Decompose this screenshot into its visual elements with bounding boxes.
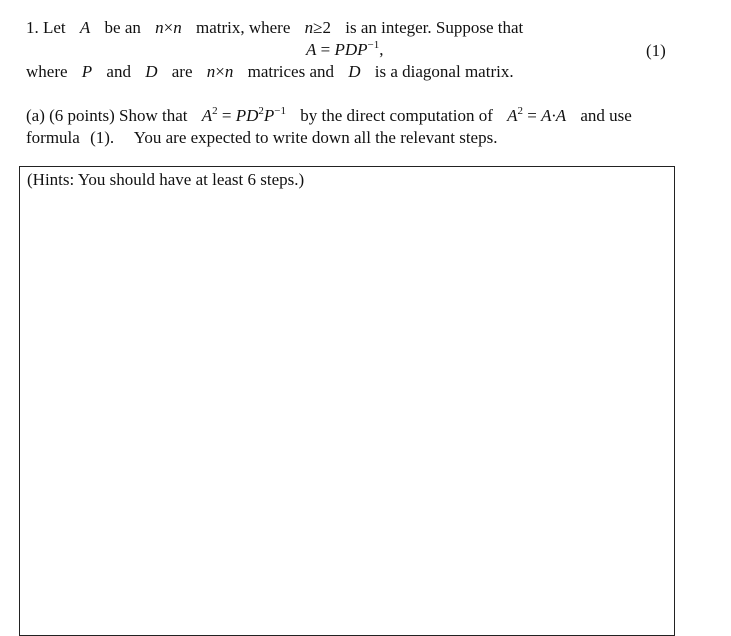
- text-matrices-and: matrices and: [247, 62, 334, 81]
- text-matrix-where: matrix, where: [195, 18, 291, 37]
- part-a-instructions: You are expected to write down all the relevant steps.: [133, 128, 498, 147]
- var-n: n: [304, 18, 314, 37]
- part-a-eq1-lhs-exp: 2: [212, 105, 218, 117]
- part-a-label: (a) (6 points) Show that: [26, 106, 188, 125]
- dim-n-2: n: [173, 18, 182, 37]
- times-symbol-2: ×: [215, 62, 225, 81]
- part-a-eq1-d-exp: 2: [258, 105, 264, 117]
- part-a-eq1-pd: PD: [235, 106, 259, 125]
- part-a-eq2-equals: =: [527, 106, 537, 125]
- text-are: are: [171, 62, 193, 81]
- dim-n-3: n: [206, 62, 216, 81]
- part-a-line-2: [26, 128, 497, 148]
- problem-line-1: [26, 18, 523, 38]
- equation-1: [306, 40, 384, 60]
- geq-symbol: ≥: [313, 18, 323, 37]
- equation-label: (1): [646, 41, 666, 60]
- part-a-eq1-p: P: [263, 106, 275, 125]
- part-a-by-direct: by the direct computation of: [300, 106, 493, 125]
- matrix-d-symbol-2: D: [348, 62, 361, 81]
- part-a-and-use: and use: [580, 106, 632, 125]
- times-symbol: ×: [163, 18, 174, 37]
- value-two: 2: [322, 18, 331, 37]
- problem-number: 1.: [26, 18, 39, 37]
- part-a-formula-ref: (1).: [90, 128, 115, 147]
- matrix-d-symbol: D: [145, 62, 158, 81]
- part-a-eq1-p-exp: −1: [274, 105, 286, 117]
- eq-equals: =: [320, 40, 331, 59]
- part-a-eq2-rhs: A·A: [541, 106, 567, 125]
- part-a-eq2-lhs: A: [507, 106, 518, 125]
- text-and: and: [106, 62, 131, 81]
- eq-comma: ,: [379, 40, 384, 59]
- part-a-eq1-lhs: A: [201, 106, 213, 125]
- eq-rhs-pdp: PDP: [334, 40, 368, 59]
- part-a-eq1-equals: =: [221, 106, 232, 125]
- answer-box[interactable]: [19, 166, 675, 636]
- text-is-diagonal: is a diagonal matrix.: [374, 62, 514, 81]
- matrix-a-symbol: A: [79, 18, 91, 37]
- text-be-an: be an: [104, 18, 141, 37]
- dim-n-1: n: [155, 18, 164, 37]
- part-a-line-1: [26, 106, 632, 126]
- eq-lhs-a: A: [306, 40, 317, 59]
- part-a-eq2-lhs-exp: 2: [517, 105, 524, 117]
- hint-text: (Hints: You should have at least 6 steps.): [27, 170, 305, 189]
- problem-line-3: [26, 62, 514, 82]
- text-let: Let: [43, 18, 66, 37]
- eq-exponent: −1: [367, 39, 380, 51]
- matrix-p-symbol: P: [81, 62, 93, 81]
- text-where: where: [26, 62, 68, 81]
- part-a-formula: formula: [26, 128, 80, 147]
- text-is-integer: is an integer. Suppose that: [345, 18, 524, 37]
- dim-n-4: n: [224, 62, 234, 81]
